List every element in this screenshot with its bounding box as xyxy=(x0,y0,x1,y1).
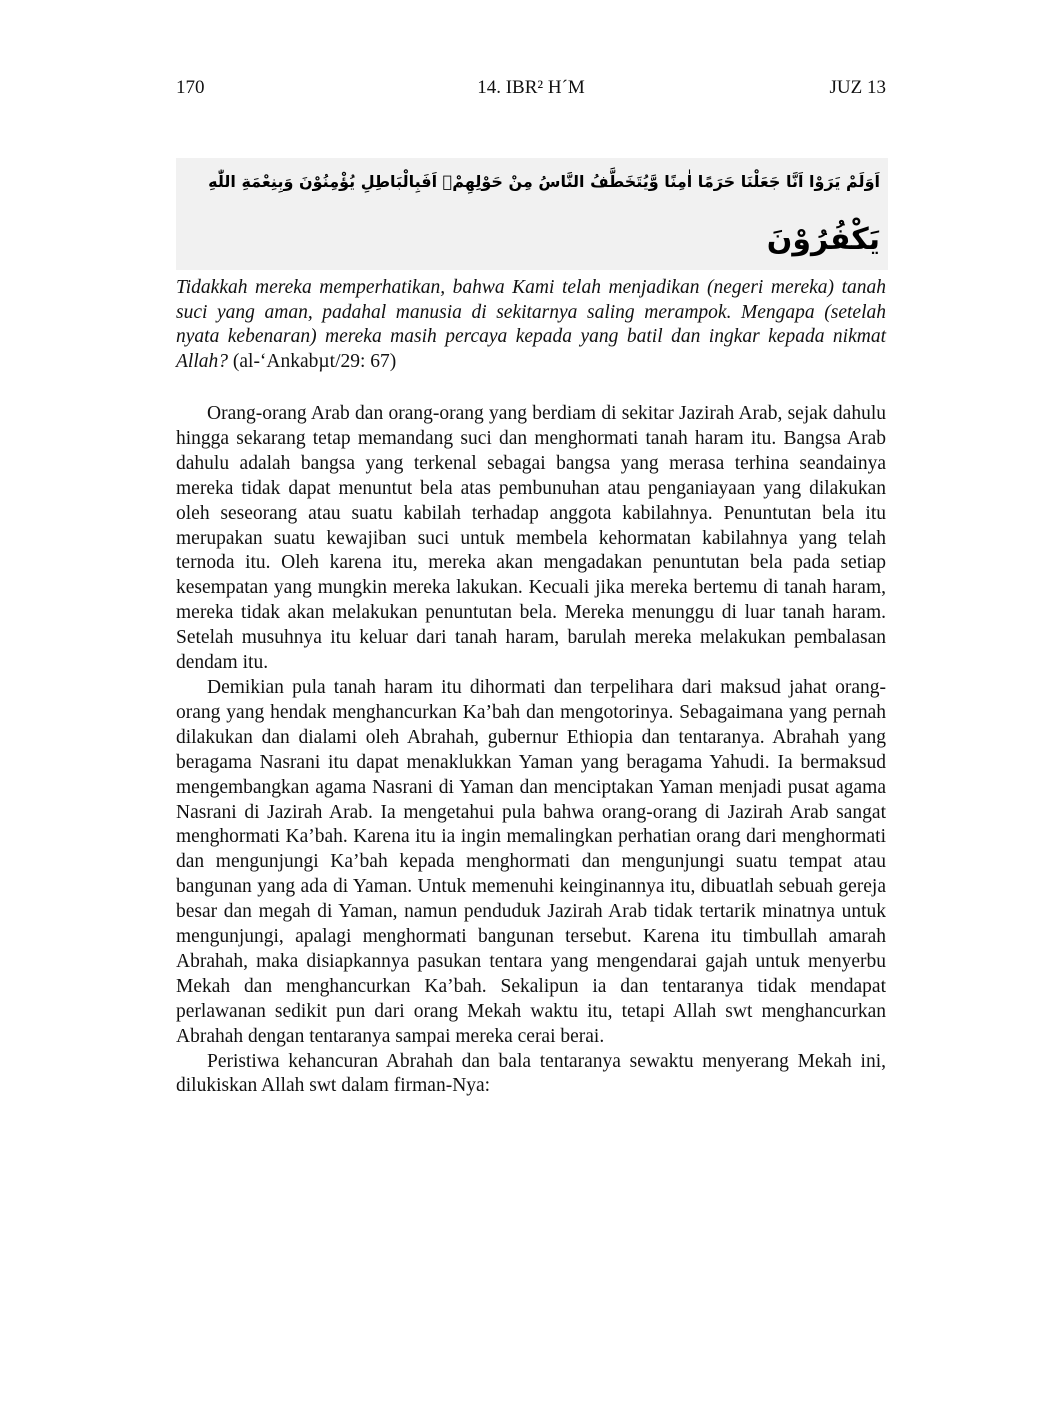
arabic-verse-line-1: اَوَلَمْ يَرَوْا اَنَّا جَعَلْنَا حَرَمًا اٰمِنًا وَّيُتَخَطَّفُ النَّاسُ مِنْ حَوْلِهِمْۗ اَفَبِالْبَاطِلِ يُؤْمِنُوْنَ وَبِنِعْمَةِ اللّٰهِ xyxy=(208,172,880,191)
arabic-verse-box xyxy=(176,158,888,270)
chapter-title: 14. IBR² H´M xyxy=(477,77,585,98)
commentary-body xyxy=(176,402,886,1099)
page-number: 170 xyxy=(176,77,205,98)
translation-text: Tidakkah mereka memperhatikan, bahwa Kami telah menjadikan (negeri mereka) tanah suci yang aman, padahal manusia di sekitarnya saling merampok. Mengapa (setelah nyata kebenaran) mereka masih percaya kepada yang batil dan ingkar kepada nikmat Allah? xyxy=(176,277,886,372)
juz-label: JUZ 13 xyxy=(829,77,886,98)
paragraph: Peristiwa kehancuran Abrahah dan bala tentaranya sewaktu menyerang Mekah ini, dilukiskan Allah swt dalam firman-Nya: xyxy=(176,1050,886,1097)
arabic-verse-line-2: يَكْفُرُوْنَ xyxy=(766,222,880,257)
verse-citation: (al-‘Ankabµt/29: 67) xyxy=(228,350,397,372)
verse-translation xyxy=(176,276,886,374)
page-header xyxy=(176,77,886,103)
paragraph: Orang-orang Arab dan orang-orang yang berdiam di sekitar Jazirah Arab, sejak dahulu hingga sekarang tetap memandang suci dan menghormati tanah haram itu. Bangsa Arab dahulu adalah bangsa yang terkenal sebagai bangsa yang merasa terhina seandainya mereka tidak dapat menuntut bela atas pembunuhan atau penganiayaan yang dilakukan oleh seseorang atau suatu kabilah terhadap anggota kabilahnya. Penuntutan bela itu merupakan suatu kewajiban suci untuk membela kehormatan kabilahnya yang telah ternoda itu. Oleh karena itu, mereka akan mengadakan penuntutan bela pada setiap kesempatan yang mungkin mereka lakukan. Kecuali jika mereka bertemu di tanah haram, mereka tidak akan melakukan penuntutan bela. Mereka menunggu di luar tanah haram. Setelah musuhnya itu keluar dari tanah haram, barulah mereka melakukan pembalasan dendam itu. xyxy=(176,403,886,674)
paragraph: Demikian pula tanah haram itu dihormati dan terpelihara dari maksud jahat orang-orang yang hendak menghancurkan Ka’bah dan mengotorinya. Sebagaimana yang pernah dilakukan dan dialami oleh Abrahah, gubernur Ethiopia dan tentaranya. Abrahah yang beragama Nasrani itu dapat menaklukkan Yaman yang beragama Yahudi. Ia bermaksud mengembangkan agama Nasrani di Yaman dan menciptakan Yaman menjadi pusat agama Nasrani di Jazirah Arab. Ia mengetahui pula bahwa orang-orang di Jazirah Arab sangat menghormati Ka’bah. Karena itu ia ingin memalingkan perhatian orang dari menghormati dan mengunjungi Ka’bah kepada menghormati dan mengunjungi suatu tempat atau bangunan yang ada di Yaman. Untuk memenuhi keinginannya itu, dibuatlah sebuah gereja besar dan megah di Yaman, namun penduduk Jazirah Arab tidak tertarik minatnya untuk mengunjungi, apalagi menghormati bangunan tersebut. Karena itu timbullah amarah Abrahah, maka disiapkannya pasukan tentara yang mengendarai gajah untuk menyerbu Mekah dan menghancurkan Ka’bah. Sekalipun ia dan tentaranya tidak mendapat perlawanan sedikit pun dari orang Mekah waktu itu, tetapi Allah swt menghancurkan Abrahah dengan tentaranya sampai mereka cerai berai. xyxy=(176,676,886,1047)
